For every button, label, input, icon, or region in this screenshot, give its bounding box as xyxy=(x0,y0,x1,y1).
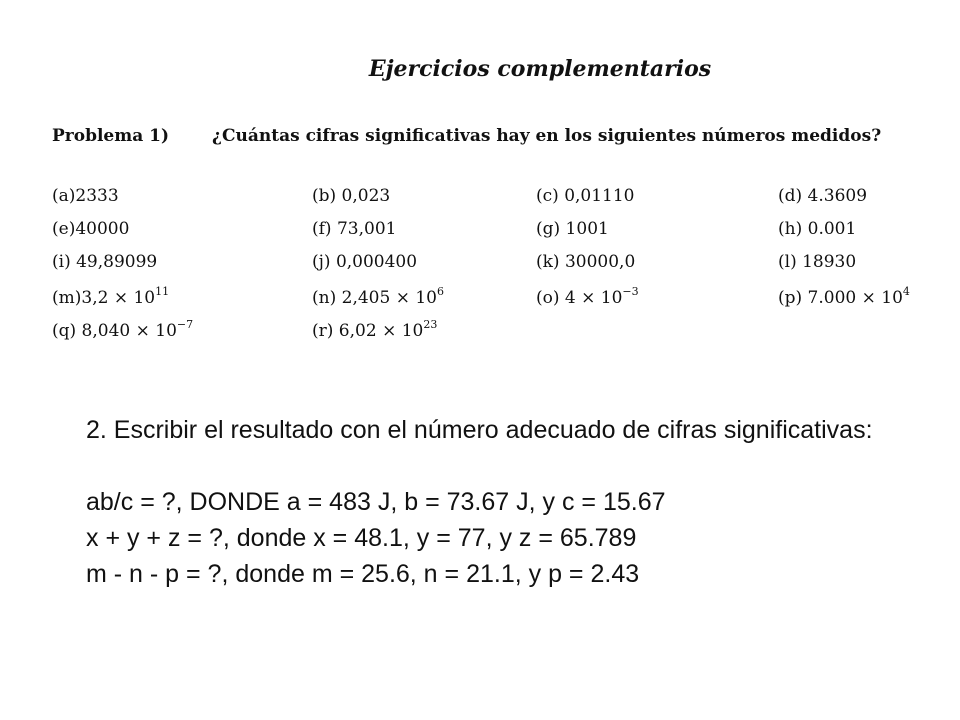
grid-item xyxy=(536,219,609,239)
item-value: 3,2 × 10 xyxy=(81,288,156,308)
grid-item xyxy=(536,252,635,272)
item-value: 2333 xyxy=(75,186,119,206)
grid-item xyxy=(312,186,390,206)
item-label: (j) xyxy=(312,252,331,272)
exercise-2-line-3: m - n - p = ?, donde m = 25.6, n = 21.1, y p = 2.43 xyxy=(86,560,640,588)
item-label: (f) xyxy=(312,219,332,239)
grid-item xyxy=(778,285,910,308)
grid-item xyxy=(52,219,129,239)
item-value: 0,023 xyxy=(336,186,391,206)
problem-1-question: ¿Cuántas cifras significativas hay en los siguientes números medidos? xyxy=(212,126,882,146)
item-exponent: −3 xyxy=(622,285,639,298)
grid-item xyxy=(312,219,396,239)
item-label: (i) xyxy=(52,252,71,272)
item-label: (q) xyxy=(52,321,77,341)
item-label: (n) xyxy=(312,288,337,308)
item-value: 49,89099 xyxy=(70,252,158,272)
grid-item xyxy=(536,186,635,206)
item-value: 0.001 xyxy=(802,219,857,239)
item-exponent: 23 xyxy=(423,318,438,331)
item-value: 30000,0 xyxy=(559,252,636,272)
item-label: (m) xyxy=(52,288,82,308)
problem-1-header xyxy=(52,126,881,146)
item-value: 18930 xyxy=(796,252,857,272)
item-value: 73,001 xyxy=(331,219,397,239)
exercise-2-heading: 2. Escribir el resultado con el número adecuado de cifras significativas: xyxy=(86,416,873,444)
item-value: 8,040 × 10 xyxy=(76,321,177,341)
grid-item xyxy=(312,318,437,341)
item-value: 40000 xyxy=(75,219,130,239)
item-label: (o) xyxy=(536,288,560,308)
item-exponent: 6 xyxy=(436,285,444,298)
item-value: 6,02 × 10 xyxy=(333,321,424,341)
grid-item xyxy=(52,285,169,308)
item-value: 4.3609 xyxy=(802,186,868,206)
item-label: (e) xyxy=(52,219,76,239)
item-value: 2,405 × 10 xyxy=(336,288,437,308)
item-label: (c) xyxy=(536,186,559,206)
item-value: 1001 xyxy=(560,219,609,239)
item-label: (b) xyxy=(312,186,337,206)
item-label: (d) xyxy=(778,186,803,206)
grid-item xyxy=(312,285,444,308)
item-label: (k) xyxy=(536,252,560,272)
page-title-text: Ejercicios complementarios xyxy=(368,56,712,82)
item-label: (l) xyxy=(778,252,797,272)
grid-item xyxy=(778,186,867,206)
item-value: 4 × 10 xyxy=(559,288,623,308)
grid-item xyxy=(52,186,119,206)
grid-item xyxy=(52,252,157,272)
grid-item xyxy=(778,219,856,239)
item-exponent: 11 xyxy=(155,285,170,298)
item-value: 0,01110 xyxy=(558,186,635,206)
grid-item xyxy=(312,252,417,272)
item-label: (p) xyxy=(778,288,803,308)
exercise-2 xyxy=(86,412,906,592)
grid-item xyxy=(536,285,639,308)
item-label: (a) xyxy=(52,186,76,206)
exercise-2-line-1: ab/c = ?, DONDE a = 483 J, b = 73.67 J, y c = 15.67 xyxy=(86,488,666,516)
item-value: 7.000 × 10 xyxy=(802,288,903,308)
item-label: (g) xyxy=(536,219,561,239)
grid-item xyxy=(778,252,856,272)
problem-1-label: Problema 1) xyxy=(52,126,170,146)
item-label: (h) xyxy=(778,219,803,239)
grid-item xyxy=(52,318,193,341)
item-exponent: −7 xyxy=(176,318,194,331)
item-exponent: 4 xyxy=(902,285,910,298)
exercise-2-line-2: x + y + z = ?, donde x = 48.1, y = 77, y z = 65.789 xyxy=(86,524,637,552)
page-title xyxy=(0,56,960,82)
item-label: (r) xyxy=(312,321,334,341)
item-value: 0,000400 xyxy=(330,252,418,272)
